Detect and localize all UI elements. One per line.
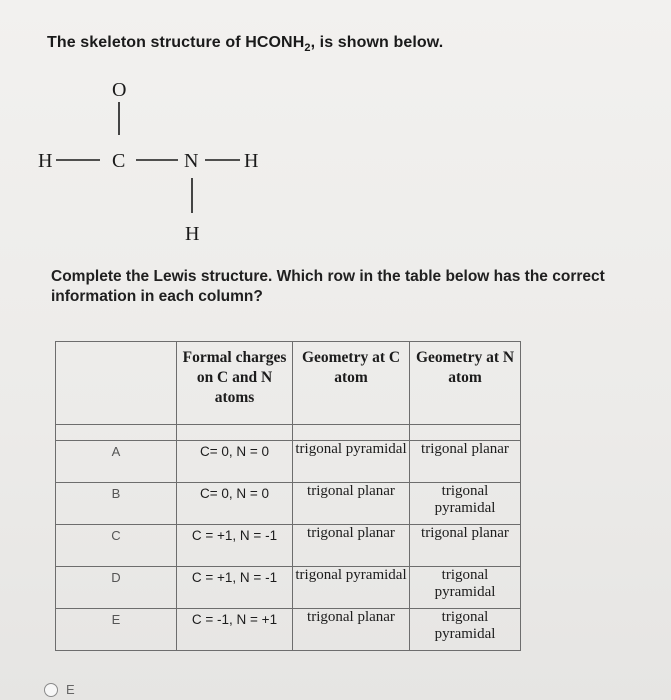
table-row (56, 609, 521, 651)
formal-charges-cell: C = +1, N = -1 (177, 525, 293, 567)
table-row (56, 441, 521, 483)
atom-o: O (112, 79, 127, 101)
skeleton-structure-drawing (30, 70, 290, 260)
geometry-n-cell: trigonal pyramidal (410, 567, 521, 609)
row-letter: E (56, 609, 177, 651)
table-row (56, 525, 521, 567)
atom-n: N (184, 150, 199, 172)
row-letter: D (56, 567, 177, 609)
geometry-n-cell: trigonal planar (410, 525, 521, 567)
atom-h-right: H (244, 150, 259, 172)
spacer-cell (293, 425, 410, 441)
spacer-cell (56, 425, 177, 441)
heading-prefix: The skeleton structure of HCONH (47, 34, 305, 51)
geometry-c-cell: trigonal planar (293, 609, 410, 651)
geometry-c-cell: trigonal planar (293, 483, 410, 525)
spacer-cell (177, 425, 293, 441)
heading-suffix: , is shown below. (310, 34, 444, 51)
atom-h-left: H (38, 150, 53, 172)
formal-charges-cell: C = -1, N = +1 (177, 609, 293, 651)
row-letter: A (56, 441, 177, 483)
question-text: Complete the Lewis structure. Which row in the table below has the correct information in each column? (51, 268, 605, 305)
table-row (56, 483, 521, 525)
header-geometry-c (293, 342, 410, 425)
header-geometry-n-text: Geometry at N atom (415, 349, 515, 386)
row-letter: C (56, 525, 177, 567)
row-letter: B (56, 483, 177, 525)
table-row (56, 567, 521, 609)
geometry-n-cell: trigonal pyramidal (410, 609, 521, 651)
atom-c: C (112, 150, 126, 172)
radio-button[interactable] (44, 683, 58, 697)
header-geometry-n (410, 342, 521, 425)
geometry-n-cell: trigonal planar (410, 441, 521, 483)
header-formal-charges (177, 342, 293, 425)
spacer-cell (410, 425, 521, 441)
formal-charges-cell: C = +1, N = -1 (177, 567, 293, 609)
atom-h-bottom: H (185, 223, 200, 245)
heading (47, 34, 443, 54)
table-header-row (56, 342, 521, 425)
heading-subscript: 2 (304, 42, 311, 55)
header-geometry-c-text: Geometry at C atom (301, 349, 401, 386)
skeleton-structure (30, 70, 290, 260)
geometry-c-cell: trigonal pyramidal (293, 441, 410, 483)
answer-choice-label: E (66, 682, 75, 697)
geometry-c-cell: trigonal planar (293, 525, 410, 567)
answer-choice-e[interactable] (44, 682, 75, 697)
table-spacer-row (56, 425, 521, 441)
geometry-n-cell: trigonal pyramidal (410, 483, 521, 525)
formal-charges-cell: C= 0, N = 0 (177, 483, 293, 525)
answer-table (55, 341, 521, 651)
formal-charges-cell: C= 0, N = 0 (177, 441, 293, 483)
geometry-c-cell: trigonal pyramidal (293, 567, 410, 609)
header-blank (56, 342, 177, 425)
header-formal-charges-text: Formal charges on C and N atoms (182, 349, 287, 406)
